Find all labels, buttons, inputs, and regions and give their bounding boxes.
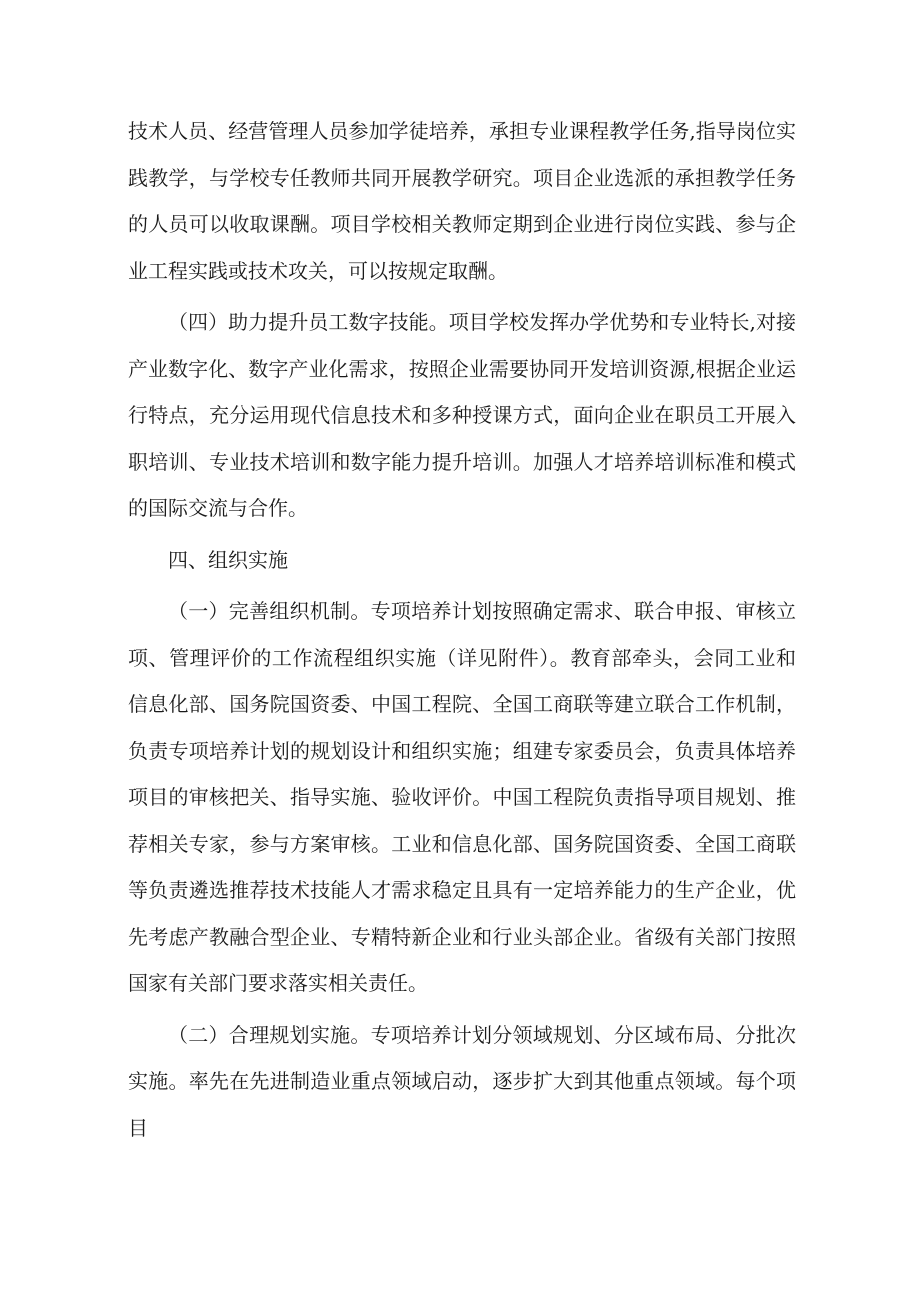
paragraph-planning-implementation: （二）合理规划实施。专项培养计划分领域规划、分区域布局、分批次实施。率先在先进制造业重点领域启动，逐步扩大到其他重点领域。每个项目 [128,1022,796,1140]
section-heading-implementation: 四、组织实施 [168,547,288,572]
paragraph-section-4: （四）助力提升员工数字技能。项目学校发挥办学优势和专业特长,对接产业数字化、数字产业化需求，按照企业需要协同开发培训资源,根据企业运行特点，充分运用现代信息技术和多种授课方式，面向企业在职员工开展入职培训、专业技术培训和数字能力提升培训。加强人才培养培训标准和模式的国际交流与合作。 [128,310,796,520]
paragraph-continuation: 技术人员、经营管理人员参加学徒培养，承担专业课程教学任务,指导岗位实践教学，与学校专任教师共同开展教学研究。项目企业选派的承担教学任务的人员可以收取课酬。项目学校相关教师定期到企业进行岗位实践、参与企业工程实践或技术攻关，可以按规定取酬。 [128,119,796,283]
document-page [128,108,796,1151]
paragraph-organization-mechanism: （一）完善组织机制。专项培养计划按照确定需求、联合申报、审核立项、管理评价的工作流程组织实施（详见附件）。教育部牵头，会同工业和信息化部、国务院国资委、中国工程院、全国工商联等建立联合工作机制，负责专项培养计划的规划设计和组织实施；组建专家委员会，负责具体培养项目的审核把关、指导实施、验收评价。中国工程院负责指导项目规划、推荐相关专家，参与方案审核。工业和信息化部、国务院国资委、全国工商联等负责遴选推荐技术技能人才需求稳定且具有一定培养能力的生产企业，优先考虑产教融合型企业、专精特新企业和行业头部企业。省级有关部门按照国家有关部门要求落实相关责任。 [128,599,796,995]
